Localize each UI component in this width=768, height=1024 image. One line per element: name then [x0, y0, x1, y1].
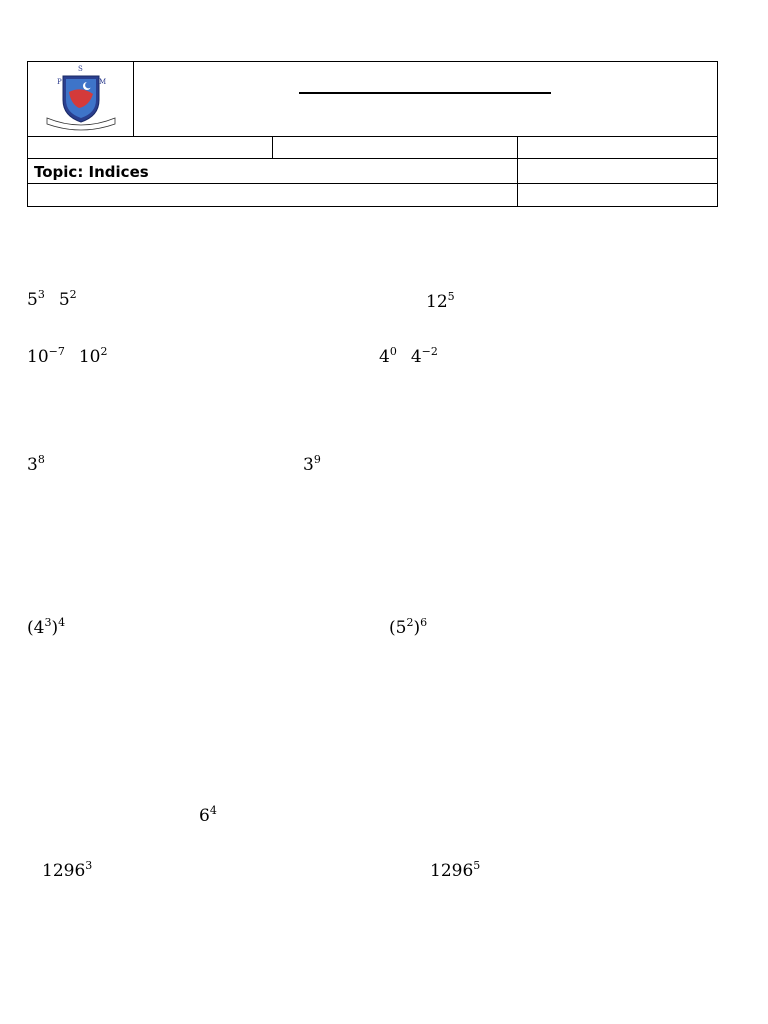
- expression-product-5: $5^3$ $5^2$: [27, 288, 77, 310]
- title-cell: [134, 62, 718, 137]
- expression-power-of-5: $(5^2)^6$: [389, 616, 428, 638]
- expression-6-power-4: $6^4$: [199, 804, 217, 826]
- topic-side-cell: [518, 159, 718, 184]
- logo-cell: [28, 62, 134, 137]
- expression-power-of-4: $(4^3)^4$: [27, 616, 66, 638]
- subtopic-cell: [28, 184, 518, 207]
- class-cell: [273, 137, 518, 159]
- school-crest-logo: [41, 62, 121, 132]
- title-underline: [299, 92, 551, 94]
- subtopic-side-cell: [518, 184, 718, 207]
- expression-product-4: $4^0$ $4^{-2}$: [379, 345, 438, 367]
- svg-text:S: S: [77, 65, 83, 73]
- expression-3-power-8: $3^8$: [27, 453, 45, 475]
- svg-text:M: M: [98, 78, 106, 86]
- name-cell: [28, 137, 273, 159]
- worksheet-header: [27, 61, 718, 207]
- expression-1296-power-3: 1296$^3$: [42, 859, 93, 881]
- expression-3-power-9: $3^9$: [303, 453, 321, 475]
- topic-cell: [28, 159, 518, 184]
- expression-12-power: $12^5$: [426, 290, 455, 312]
- svg-text:P: P: [56, 78, 62, 86]
- topic-label: Topic: Indices: [34, 162, 149, 181]
- expression-1296-power-5: 1296$^5$: [430, 859, 481, 881]
- date-cell: [518, 137, 718, 159]
- expression-product-10: $10^{-7}$ $10^2$: [27, 345, 108, 367]
